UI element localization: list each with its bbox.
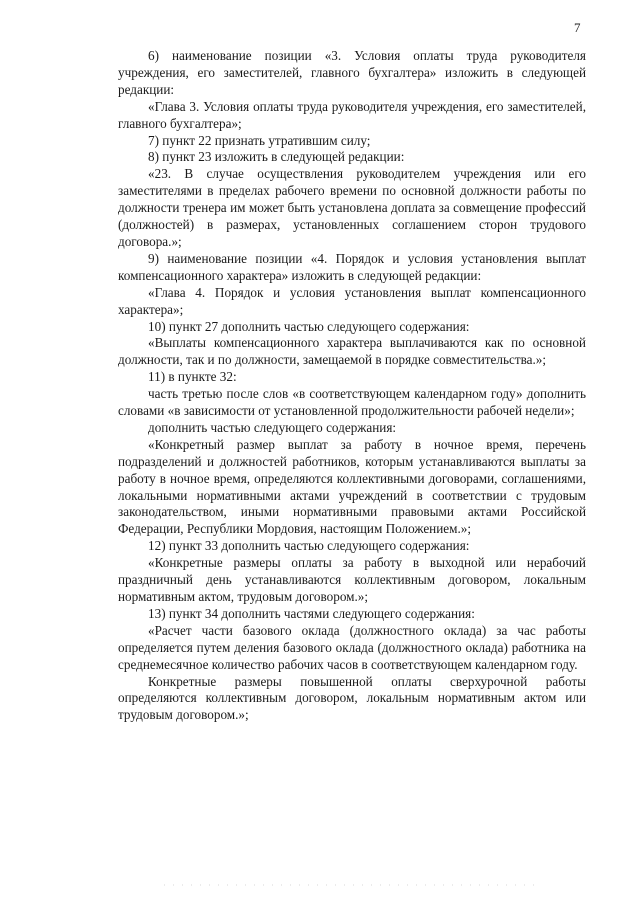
- paragraph-night-work: «Конкретный размер выплат за работу в ночное время, перечень подразделений и должностей работников, которым устанавливаются выплаты за работу в ночное время, определяются коллективными договорами, соглашениями, локальными нормативными актами учреждений в соответствии с трудовым законодательством, иными нормативными правовыми актами Российской Федерации, Республики Мордовия, настоящим Положением.»;: [118, 436, 586, 537]
- paragraph-part-three: часть третью после слов «в соответствующем календарном году» дополнить словами «в зависимости от установленной продолжительности рабочей недели»;: [118, 386, 586, 419]
- document-body: [118, 48, 586, 724]
- paragraph-item-7: 7) пункт 22 признать утратившим силу;: [148, 132, 371, 148]
- paragraph-item-13: 13) пункт 34 дополнить частями следующего содержания:: [148, 605, 475, 621]
- paragraph-item-6: 6) наименование позиции «3. Условия оплаты труда руководителя учреждения, его заместителей, главного бухгалтера» изложить в следующей редакции:: [118, 48, 586, 97]
- paragraph-hourly-rate: «Расчет части базового оклада (должностного оклада) за час работы определяется путем деления базового оклада (должностного оклада) работника на среднемесячное количество рабочих часов в соответствующем календарном году.: [118, 622, 586, 672]
- paragraph-item-12: 12) пункт 33 дополнить частью следующего содержания:: [148, 538, 470, 554]
- paragraph-clause-23: «23. В случае осуществления руководителем учреждения или его заместителями в пределах рабочего времени по основной должности работы по должности тренера им может быть установлена доплата за совмещение профессий (должностей) в размерах, установленных соглашением сторон трудового договора.»;: [118, 166, 586, 249]
- page-number: 7: [574, 20, 581, 35]
- paragraph-chapter-3-title: «Глава 3. Условия оплаты труда руководителя учреждения, его заместителей, главного бухгалтера»;: [118, 98, 586, 131]
- paragraph-chapter-4-title: «Глава 4. Порядок и условия установления выплат компенсационного характера»;: [118, 284, 586, 317]
- paragraph-compensation-payments: «Выплаты компенсационного характера выплачиваются как по основной должности, так и по должности, замещаемой в порядке совместительства.»;: [118, 335, 586, 368]
- paragraph-item-11: 11) в пункте 32:: [148, 369, 237, 385]
- paragraph-holiday-work: «Конкретные размеры оплаты за работу в выходной или нерабочий праздничный день устанавливаются коллективным договором, локальным нормативным актом, трудовым договором.»;: [118, 555, 586, 604]
- paragraph-item-10: 10) пункт 27 дополнить частью следующего содержания:: [148, 318, 470, 334]
- paragraph-supplement-part: дополнить частью следующего содержания:: [148, 419, 397, 435]
- paragraph-item-8: 8) пункт 23 изложить в следующей редакции:: [148, 149, 405, 165]
- paragraph-item-9: 9) наименование позиции «4. Порядок и условия установления выплат компенсационного характера» изложить в следующей редакции:: [118, 250, 586, 283]
- scan-artifact-divider: [160, 884, 540, 886]
- paragraph-overtime: Конкретные размеры повышенной оплаты сверхурочной работы определяются коллективным договором, локальным нормативным актом или трудовым договором.»;: [118, 673, 586, 723]
